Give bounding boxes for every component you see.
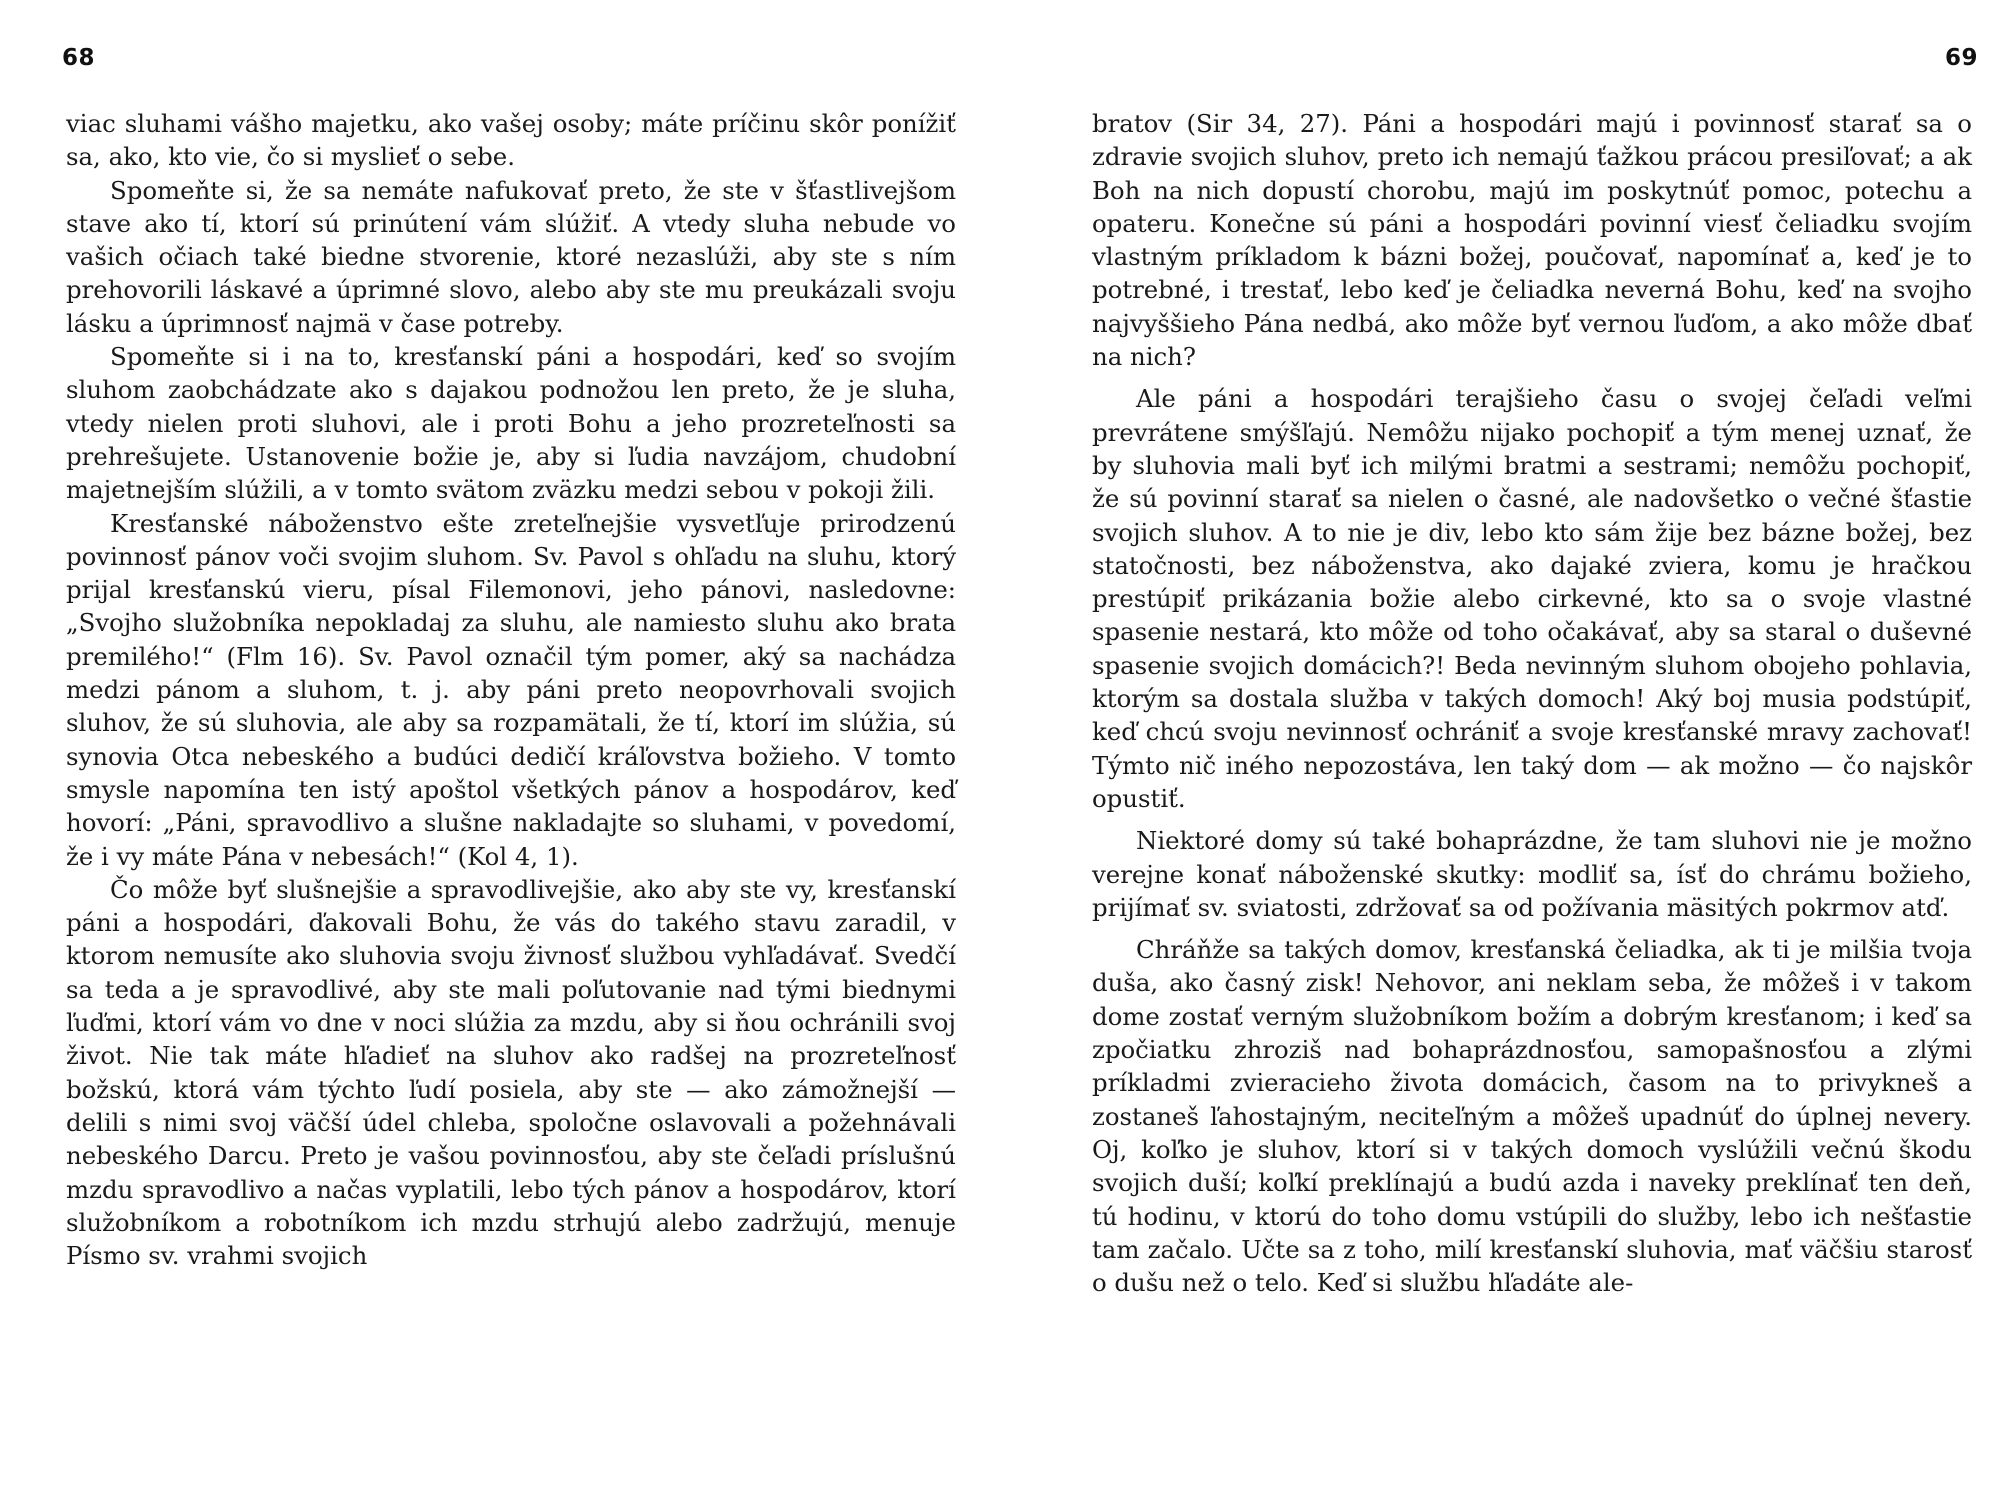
paragraph: Chráňže sa takých domov, kresťanská čeliadka, ak ti je milšia tvoja duša, ako časný zisk! Nehovor, ani neklam seba, že môžeš i v takom dome zostať verným služobníkom božím a dobrým kresťanom; i keď sa zpočiatku zhroziš nad bohaprázdnosťou, samopašnosťou a zlými príkladmi zvieracieho života domácich, časom na to privykneš a zostaneš ľahostajným, neciteľným a môžeš upadnúť do úplnej nevery. Oj, koľko je sluhov, ktorí si v takých domoch vyslúžili večnú škodu svojich duší; koľkí preklínajú a budú azda i naveky preklínať ten deň, tú hodinu, v ktorú do toho domu vstúpili do služby, lebo ich nešťastie tam začalo. Učte sa z toho, milí kresťanskí sluhovia, mať väčšiu starosť o dušu než o telo. Keď si službu hľadáte ale-: [1092, 935, 1972, 1298]
left-page-text: [66, 107, 956, 1272]
right-page-text: [1092, 107, 1972, 1299]
paragraph: Ale páni a hospodári terajšieho času o svojej čeľadi veľmi prevrátene smýšľajú. Nemôžu nijako pochopiť a tým menej uznať, že by sluhovia mali byť ich milými bratmi a sestrami; nemôžu pochopiť, že sú povinní starať sa nielen o časné, ale nadovšetko o večné šťastie svojich sluhov. A to nie je div, lebo kto sám žije bez bázne božej, bez statočnosti, bez náboženstva, ako dajaké zviera, komu je hračkou prestúpiť prikázania božie alebo cirkevné, kto sa o svoje vlastné spasenie nestará, kto môže od toho očakávať, aby sa staral o duševné spasenie svojich domácich?! Beda nevinným sluhom obojeho pohlavia, ktorým sa dostala služba v takých domoch! Aký boj musia podstúpiť, keď chcú svoju nevinnosť ochrániť a svoje kresťanské mravy zachovať! Týmto nič iného nepozostáva, len taký dom — ak možno — čo najskôr opustiť.: [1092, 384, 1972, 813]
paragraph: Čo môže byť slušnejšie a spravodlivejšie, ako aby ste vy, kresťanskí páni a hospodári, ďakovali Bohu, že vás do takého stavu zaradil, v ktorom nemusíte ako sluhovia svoju živnosť službou vyhľadávať. Svedčí sa teda a je spravodlivé, aby ste mali poľutovanie nad tými biednymi ľuďmi, ktorí vám vo dne v noci slúžia za mzdu, aby si ňou ochránili svoj život. Nie tak máte hľadieť na sluhov ako radšej na prozreteľnosť božskú, ktorá vám týchto ľudí posiela, aby ste — ako zámožnejší — delili s nimi svoj väčší údel chleba, spoločne oslavovali a požehnávali nebeského Darcu. Preto je vašou povinnosťou, aby ste čeľadi príslušnú mzdu spravodlivo a načas vyplatili, lebo tých pánov a hospodárov, ktorí služobníkom a robotníkom ich mzdu strhujú alebo zadržujú, menuje Písmo sv. vrahmi svojich: [66, 874, 956, 1271]
paragraph: Kresťanské náboženstvo ešte zreteľnejšie vysvetľuje prirodzenú povinnosť pánov voči svojim sluhom. Sv. Pavol s ohľadu na sluhu, ktorý prijal kresťanskú vieru, písal Filemonovi, jeho pánovi, nasledovne: „Svojho služobníka nepokladaj za sluhu, ale namiesto sluhu ako brata premilého!“ (Flm 16). Sv. Pavol označil tým pomer, aký sa nachádza medzi pánom a sluhom, t. j. aby páni preto neopovrhovali svojich sluhov, že sú sluhovia, ale aby sa rozpamätali, že tí, ktorí im slúžia, sú synovia Otca nebeského a budúci dedičí kráľovstva božieho. V tomto smysle napomína ten istý apoštol všetkých pánov a hospodárov, keď hovorí: „Páni, spravodlivo a slušne nakladajte so sluhami, v povedomí, že i vy máte Pána v nebesách!“ (Kol 4, 1).: [66, 508, 956, 871]
page-number-left: 68: [62, 45, 96, 71]
right-page: [1006, 0, 2012, 1500]
paragraph: Spomeňte si i na to, kresťanskí páni a hospodári, keď so svojím sluhom zaobchádzate ako s dajakou podnožou len preto, že je sluha, vtedy nielen proti sluhovi, ale i proti Bohu a jeho prozreteľnosti sa prehrešujete. Ustanovenie božie je, aby si ľudia navzájom, chudobní majetnejším slúžili, a v tomto svätom zväzku medzi sebou v pokoji žili.: [66, 342, 956, 505]
paragraph: Niektoré domy sú také bohaprázdne, že tam sluhovi nie je možno verejne konať náboženské skutky: modliť sa, ísť do chrámu božieho, prijímať sv. sviatosti, zdržovať sa od požívania mäsitých pokrmov atď.: [1092, 826, 1972, 922]
paragraph: Spomeňte si, že sa nemáte nafukovať preto, že ste v šťastlivejšom stave ako tí, ktorí sú prinútení vám slúžiť. A vtedy sluha nebude vo vašich očiach také biedne stvorenie, ktoré nezaslúži, aby ste s ním prehovorili láskavé a úprimné slovo, alebo aby ste mu preukázali svoju lásku a úprimnosť najmä v čase potreby.: [66, 175, 956, 338]
paragraph: bratov (Sir 34, 27). Páni a hospodári majú i povinnosť starať sa o zdravie svojich sluhov, preto ich nemajú ťažkou prácou presiľovať; a ak Boh na nich dopustí chorobu, majú im poskytnúť pomoc, potechu a opateru. Konečne sú páni a hospodári povinní viesť čeliadku svojím vlastným príkladom k bázni božej, poučovať, napomínať a, keď je to potrebné, i trestať, lebo keď je čeliadka neverná Bohu, keď na svojho najvyššieho Pána nedbá, ako môže byť vernou ľuďom, a ako môže dbať na nich?: [1092, 109, 1972, 372]
paragraph: viac sluhami vášho majetku, ako vašej osoby; máte príčinu skôr ponížiť sa, ako, kto vie, čo si myslieť o sebe.: [66, 109, 956, 172]
page-number-right: 69: [1944, 45, 1978, 71]
